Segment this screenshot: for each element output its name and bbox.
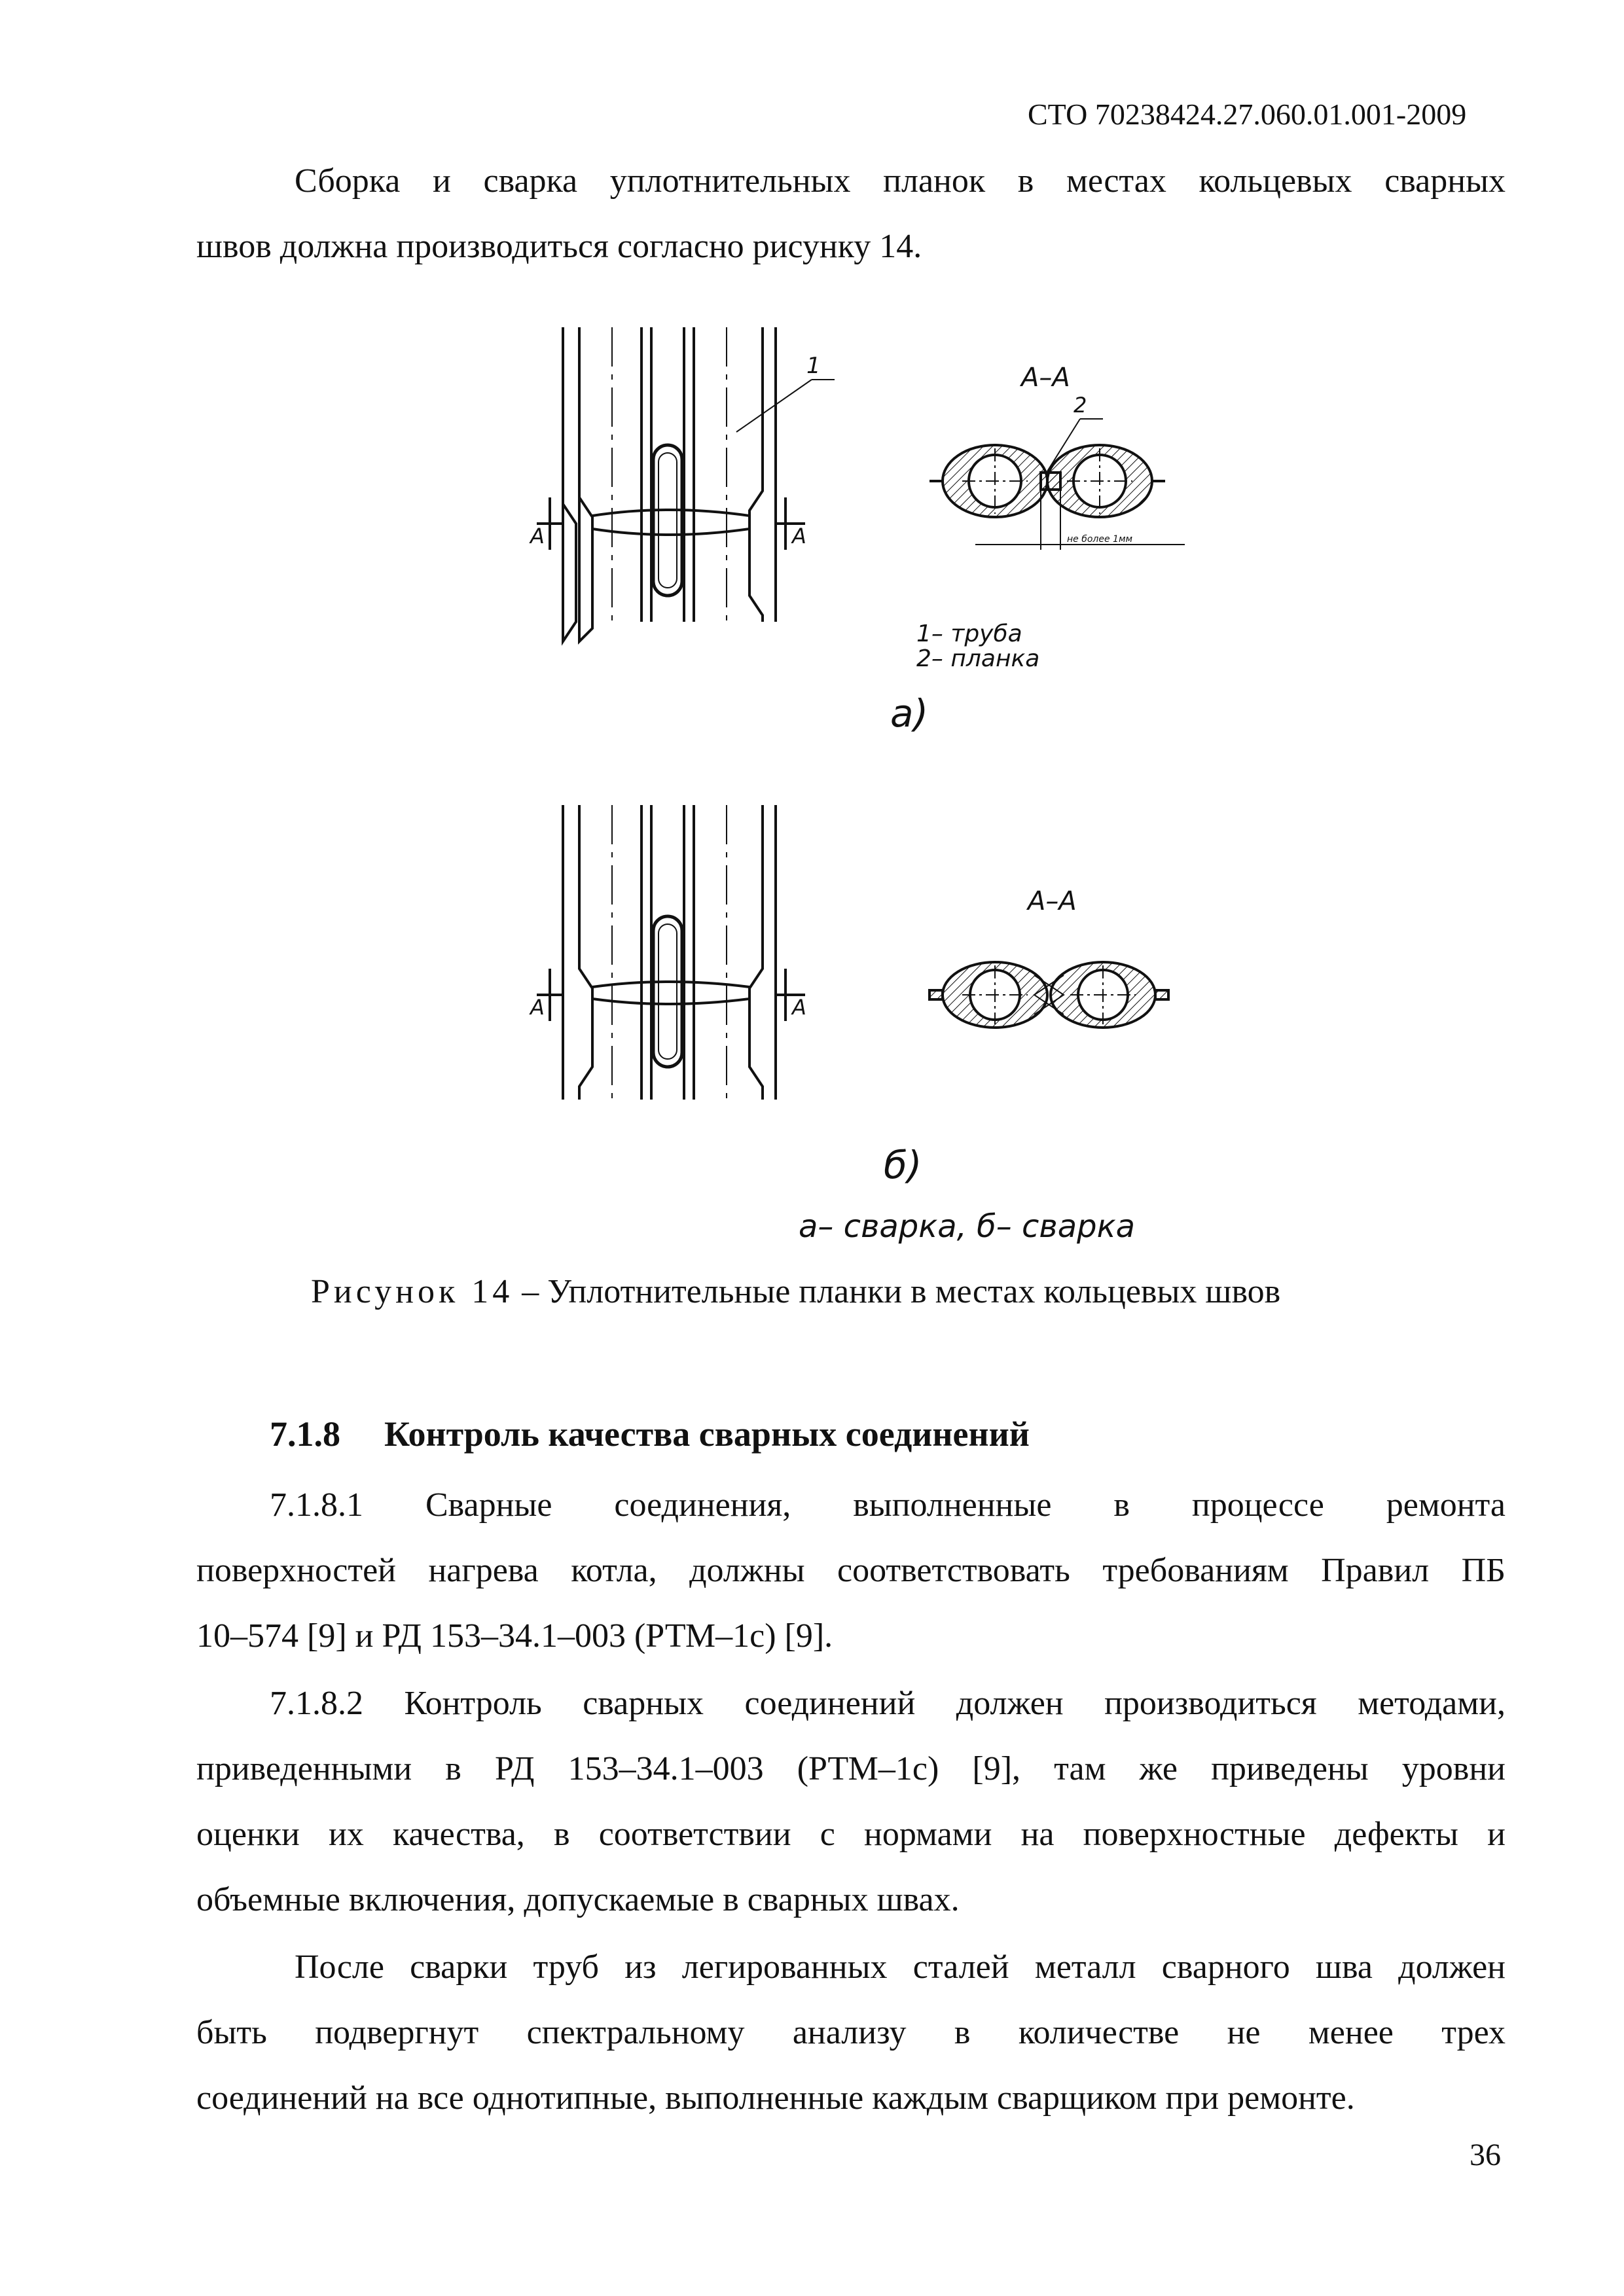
pipe-panel-a [537,327,835,641]
section-number: 7.1.8 [270,1414,340,1454]
p2-line-1: 7.1.8.2 Контроль сварных соединений должен производиться методами, [270,1685,1506,1722]
intro-line-1: Сборка и сварка уплотнительных планок в местах кольцевых сварных [295,162,1506,200]
figure-caption [311,1272,1280,1311]
cut-label-left-b: А [530,995,545,1020]
section-view-b [929,962,1168,1028]
sub-label-b: б) [884,1143,922,1187]
legend-item-1: 1– труба [916,620,1022,647]
caption-text: – Уплотнительные планки в местах кольцевых швов [513,1273,1281,1310]
section-heading [270,1414,1030,1454]
p1-line-2: поверхностей нагрева котла, должны соответствовать требованиям Правил ПБ [196,1552,1506,1589]
section-title: Контроль качества сварных соединений [384,1414,1030,1454]
leader-label-2: 2 [1074,393,1087,418]
p3-line-2: быть подвергнут спектральному анализу в количестве не менее трех [196,2014,1506,2051]
caption-prefix: Рисунок 14 [311,1273,514,1310]
figure-14-drawing [511,308,1231,1250]
section-view-a [929,419,1185,550]
p3-line-1: После сварки труб из легированных сталей металл сварного шва должен [295,1948,1506,1986]
p2-line-3: оценки их качества, в соответствии с нормами на поверхностные дефекты и [196,1816,1506,1853]
intro-line-2: швов должна производиться согласно рисунку 14. [196,228,922,265]
p2-line-2: приведенными в РД 153–34.1–003 (РТМ–1с) [9], там же приведены уровни [196,1750,1506,1787]
p3-line-3: соединений на все однотипные, выполненные каждым сварщиком при ремонте. [196,2079,1355,2117]
p1-line-1: 7.1.8.1 Сварные соединения, выполненные в процессе ремонта [270,1486,1506,1524]
dimension-note: не более 1мм [1067,534,1133,545]
sub-legend: а– сварка, б– сварка [799,1208,1135,1245]
leader-label-1: 1 [806,353,821,379]
legend-item-2: 2– планка [916,645,1040,672]
p2-line-4: объемные включения, допускаемые в сварных швах. [196,1881,960,1918]
sub-label-a: а) [890,691,929,736]
document-code: СТО 70238424.27.060.01.001-2009 [1028,98,1467,131]
cut-label-right-a: А [792,524,806,548]
section-label-b: А–А [1028,886,1077,916]
page-number: 36 [1470,2138,1501,2172]
cut-label-right-b: А [792,995,806,1020]
section-label-a: А–А [1021,363,1070,393]
p1-line-3: 10–574 [9] и РД 153–34.1–003 (РТМ–1с) [9]. [196,1617,833,1655]
pipe-panel-b [537,805,805,1100]
cut-label-left-a: А [530,524,545,548]
